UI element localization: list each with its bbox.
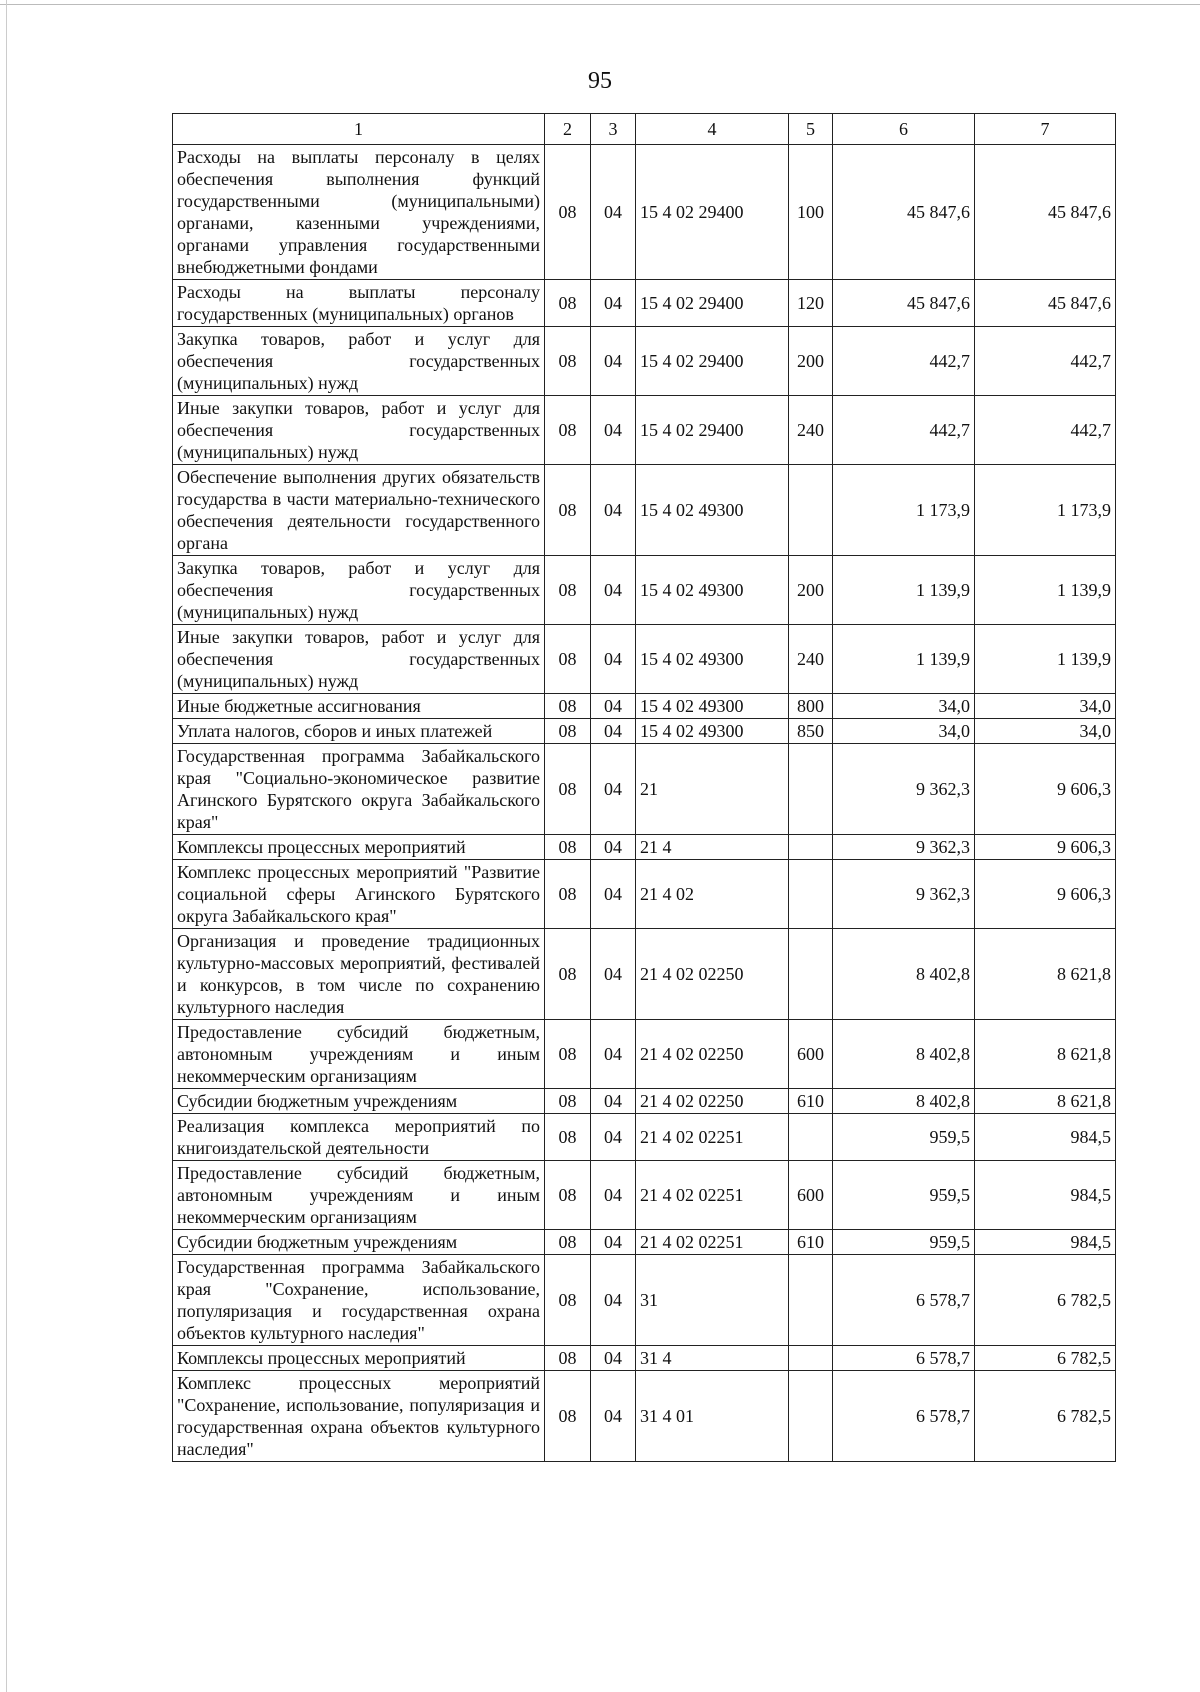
- row-subsection: 04: [591, 327, 636, 396]
- row-section: 08: [545, 929, 591, 1020]
- header-row: [173, 114, 1116, 145]
- row-target-code: 15 4 02 49300: [636, 719, 789, 744]
- scan-edge-left: [6, 0, 7, 1692]
- row-name: Обеспечение выполнения других обязательств государства в части материально-технического обеспечения деятельности государственного органа: [173, 465, 545, 556]
- row-target-code: 31 4 01: [636, 1371, 789, 1462]
- row-section: 08: [545, 1020, 591, 1089]
- table-row: [173, 835, 1116, 860]
- row-name: Иные бюджетные ассигнования: [173, 694, 545, 719]
- row-amount-year2: 984,5: [975, 1230, 1116, 1255]
- row-subsection: 04: [591, 929, 636, 1020]
- row-amount-year1: 9 362,3: [833, 835, 975, 860]
- row-target-code: 15 4 02 49300: [636, 556, 789, 625]
- table-row: [173, 396, 1116, 465]
- row-amount-year2: 9 606,3: [975, 744, 1116, 835]
- table-row: [173, 145, 1116, 280]
- row-expense-type: 600: [789, 1020, 833, 1089]
- row-amount-year1: 6 578,7: [833, 1371, 975, 1462]
- row-subsection: 04: [591, 465, 636, 556]
- row-amount-year2: 9 606,3: [975, 860, 1116, 929]
- row-target-code: 31 4: [636, 1346, 789, 1371]
- table-row: [173, 1346, 1116, 1371]
- row-amount-year2: 442,7: [975, 327, 1116, 396]
- row-section: 08: [545, 835, 591, 860]
- row-section: 08: [545, 744, 591, 835]
- row-target-code: 21 4 02 02250: [636, 1089, 789, 1114]
- row-name: Реализация комплекса мероприятий по книгоиздательской деятельности: [173, 1114, 545, 1161]
- row-amount-year2: 8 621,8: [975, 1089, 1116, 1114]
- row-expense-type: 850: [789, 719, 833, 744]
- table-row: [173, 1255, 1116, 1346]
- row-expense-type: 240: [789, 396, 833, 465]
- row-expense-type: 610: [789, 1089, 833, 1114]
- row-expense-type: [789, 1346, 833, 1371]
- row-name: Комплекс процессных мероприятий "Сохранение, использование, популяризация и государственная охрана объектов культурного наследия": [173, 1371, 545, 1462]
- budget-table: [172, 113, 1116, 1462]
- row-target-code: 31: [636, 1255, 789, 1346]
- row-section: 08: [545, 465, 591, 556]
- row-section: 08: [545, 396, 591, 465]
- row-amount-year1: 1 139,9: [833, 556, 975, 625]
- row-amount-year1: 6 578,7: [833, 1346, 975, 1371]
- row-name: Комплексы процессных мероприятий: [173, 835, 545, 860]
- scan-edge-top: [0, 0, 1200, 5]
- page-number: 95: [588, 68, 612, 94]
- row-subsection: 04: [591, 1371, 636, 1462]
- row-amount-year1: 45 847,6: [833, 280, 975, 327]
- col-header-4: 4: [636, 114, 789, 145]
- row-subsection: 04: [591, 1114, 636, 1161]
- row-section: 08: [545, 556, 591, 625]
- row-subsection: 04: [591, 145, 636, 280]
- row-target-code: 21 4: [636, 835, 789, 860]
- row-subsection: 04: [591, 1020, 636, 1089]
- row-target-code: 21 4 02 02251: [636, 1114, 789, 1161]
- row-target-code: 21 4 02 02250: [636, 1020, 789, 1089]
- row-amount-year2: 34,0: [975, 719, 1116, 744]
- table-row: [173, 1161, 1116, 1230]
- row-amount-year1: 9 362,3: [833, 860, 975, 929]
- table-row: [173, 465, 1116, 556]
- table-row: [173, 280, 1116, 327]
- table-row: [173, 625, 1116, 694]
- row-section: 08: [545, 625, 591, 694]
- row-amount-year2: 6 782,5: [975, 1255, 1116, 1346]
- row-name: Иные закупки товаров, работ и услуг для обеспечения государственных (муниципальных) нужд: [173, 625, 545, 694]
- col-header-2: 2: [545, 114, 591, 145]
- row-amount-year2: 9 606,3: [975, 835, 1116, 860]
- table-row: [173, 719, 1116, 744]
- row-expense-type: 240: [789, 625, 833, 694]
- table-row: [173, 860, 1116, 929]
- row-subsection: 04: [591, 1089, 636, 1114]
- row-section: 08: [545, 1114, 591, 1161]
- col-header-3: 3: [591, 114, 636, 145]
- row-target-code: 15 4 02 29400: [636, 280, 789, 327]
- row-amount-year2: 1 139,9: [975, 625, 1116, 694]
- row-subsection: 04: [591, 1346, 636, 1371]
- table-row: [173, 1020, 1116, 1089]
- col-header-7: 7: [975, 114, 1116, 145]
- row-subsection: 04: [591, 1255, 636, 1346]
- row-name: Закупка товаров, работ и услуг для обеспечения государственных (муниципальных) нужд: [173, 556, 545, 625]
- row-amount-year1: 959,5: [833, 1230, 975, 1255]
- row-expense-type: [789, 1255, 833, 1346]
- table-row: [173, 929, 1116, 1020]
- row-target-code: 21 4 02 02251: [636, 1230, 789, 1255]
- row-name: Иные закупки товаров, работ и услуг для обеспечения государственных (муниципальных) нужд: [173, 396, 545, 465]
- row-amount-year2: 45 847,6: [975, 280, 1116, 327]
- row-section: 08: [545, 1089, 591, 1114]
- row-target-code: 15 4 02 29400: [636, 327, 789, 396]
- row-target-code: 15 4 02 49300: [636, 465, 789, 556]
- row-name: Расходы на выплаты персоналу государственных (муниципальных) органов: [173, 280, 545, 327]
- row-name: Предоставление субсидий бюджетным, автономным учреждениям и иным некоммерческим организациям: [173, 1020, 545, 1089]
- row-section: 08: [545, 719, 591, 744]
- row-expense-type: 600: [789, 1161, 833, 1230]
- row-expense-type: [789, 465, 833, 556]
- row-expense-type: 120: [789, 280, 833, 327]
- row-amount-year1: 45 847,6: [833, 145, 975, 280]
- row-amount-year1: 1 173,9: [833, 465, 975, 556]
- row-subsection: 04: [591, 1161, 636, 1230]
- row-subsection: 04: [591, 860, 636, 929]
- table-row: [173, 556, 1116, 625]
- row-name: Предоставление субсидий бюджетным, автономным учреждениям и иным некоммерческим организациям: [173, 1161, 545, 1230]
- row-amount-year2: 8 621,8: [975, 1020, 1116, 1089]
- col-header-5: 5: [789, 114, 833, 145]
- row-section: 08: [545, 1161, 591, 1230]
- row-subsection: 04: [591, 1230, 636, 1255]
- row-subsection: 04: [591, 396, 636, 465]
- row-expense-type: [789, 744, 833, 835]
- row-subsection: 04: [591, 835, 636, 860]
- row-subsection: 04: [591, 719, 636, 744]
- row-expense-type: [789, 929, 833, 1020]
- row-amount-year1: 1 139,9: [833, 625, 975, 694]
- row-expense-type: [789, 835, 833, 860]
- row-amount-year2: 6 782,5: [975, 1371, 1116, 1462]
- row-target-code: 15 4 02 49300: [636, 625, 789, 694]
- row-amount-year2: 1 173,9: [975, 465, 1116, 556]
- table-row: [173, 1371, 1116, 1462]
- row-expense-type: 800: [789, 694, 833, 719]
- row-amount-year1: 442,7: [833, 327, 975, 396]
- table-row: [173, 1114, 1116, 1161]
- row-amount-year2: 1 139,9: [975, 556, 1116, 625]
- row-name: Государственная программа Забайкальского края "Социально-экономическое развитие Агинского Бурятского округа Забайкальского края": [173, 744, 545, 835]
- row-expense-type: [789, 860, 833, 929]
- row-amount-year1: 9 362,3: [833, 744, 975, 835]
- row-amount-year1: 34,0: [833, 719, 975, 744]
- row-amount-year2: 34,0: [975, 694, 1116, 719]
- row-section: 08: [545, 327, 591, 396]
- row-expense-type: 100: [789, 145, 833, 280]
- row-amount-year1: 8 402,8: [833, 1089, 975, 1114]
- row-expense-type: [789, 1371, 833, 1462]
- row-amount-year1: 959,5: [833, 1161, 975, 1230]
- row-section: 08: [545, 694, 591, 719]
- row-expense-type: 200: [789, 556, 833, 625]
- row-subsection: 04: [591, 556, 636, 625]
- table-row: [173, 327, 1116, 396]
- row-amount-year1: 34,0: [833, 694, 975, 719]
- row-name: Расходы на выплаты персоналу в целях обеспечения выполнения функций государственными (муниципальными) органами, казенными учреждениями, органами управления государственными внебюджетными фондами: [173, 145, 545, 280]
- row-name: Организация и проведение традиционных культурно-массовых мероприятий, фестивалей и конкурсов, в том числе по сохранению культурного наследия: [173, 929, 545, 1020]
- row-section: 08: [545, 1371, 591, 1462]
- row-name: Уплата налогов, сборов и иных платежей: [173, 719, 545, 744]
- row-amount-year1: 959,5: [833, 1114, 975, 1161]
- row-name: Закупка товаров, работ и услуг для обеспечения государственных (муниципальных) нужд: [173, 327, 545, 396]
- row-name: Субсидии бюджетным учреждениям: [173, 1230, 545, 1255]
- row-target-code: 21 4 02 02250: [636, 929, 789, 1020]
- table-row: [173, 744, 1116, 835]
- col-header-1: 1: [173, 114, 545, 145]
- row-name: Субсидии бюджетным учреждениям: [173, 1089, 545, 1114]
- row-amount-year2: 984,5: [975, 1161, 1116, 1230]
- row-expense-type: 200: [789, 327, 833, 396]
- row-target-code: 15 4 02 49300: [636, 694, 789, 719]
- row-target-code: 21: [636, 744, 789, 835]
- row-amount-year2: 45 847,6: [975, 145, 1116, 280]
- row-target-code: 21 4 02 02251: [636, 1161, 789, 1230]
- row-section: 08: [545, 145, 591, 280]
- table-row: [173, 1089, 1116, 1114]
- row-amount-year1: 442,7: [833, 396, 975, 465]
- row-section: 08: [545, 280, 591, 327]
- row-expense-type: 610: [789, 1230, 833, 1255]
- col-header-6: 6: [833, 114, 975, 145]
- row-amount-year2: 984,5: [975, 1114, 1116, 1161]
- row-section: 08: [545, 1346, 591, 1371]
- row-name: Государственная программа Забайкальского края "Сохранение, использование, популяризация и государственная охрана объектов культурного наследия": [173, 1255, 545, 1346]
- row-name: Комплексы процессных мероприятий: [173, 1346, 545, 1371]
- row-target-code: 15 4 02 29400: [636, 145, 789, 280]
- row-amount-year1: 8 402,8: [833, 1020, 975, 1089]
- table-row: [173, 1230, 1116, 1255]
- row-section: 08: [545, 1255, 591, 1346]
- row-amount-year1: 6 578,7: [833, 1255, 975, 1346]
- row-target-code: 15 4 02 29400: [636, 396, 789, 465]
- row-amount-year2: 442,7: [975, 396, 1116, 465]
- row-subsection: 04: [591, 625, 636, 694]
- row-section: 08: [545, 860, 591, 929]
- row-expense-type: [789, 1114, 833, 1161]
- row-subsection: 04: [591, 280, 636, 327]
- row-subsection: 04: [591, 744, 636, 835]
- row-section: 08: [545, 1230, 591, 1255]
- row-subsection: 04: [591, 694, 636, 719]
- table-row: [173, 694, 1116, 719]
- row-amount-year2: 6 782,5: [975, 1346, 1116, 1371]
- row-target-code: 21 4 02: [636, 860, 789, 929]
- row-amount-year2: 8 621,8: [975, 929, 1116, 1020]
- row-name: Комплекс процессных мероприятий "Развитие социальной сферы Агинского Бурятского округа Забайкальского края": [173, 860, 545, 929]
- row-amount-year1: 8 402,8: [833, 929, 975, 1020]
